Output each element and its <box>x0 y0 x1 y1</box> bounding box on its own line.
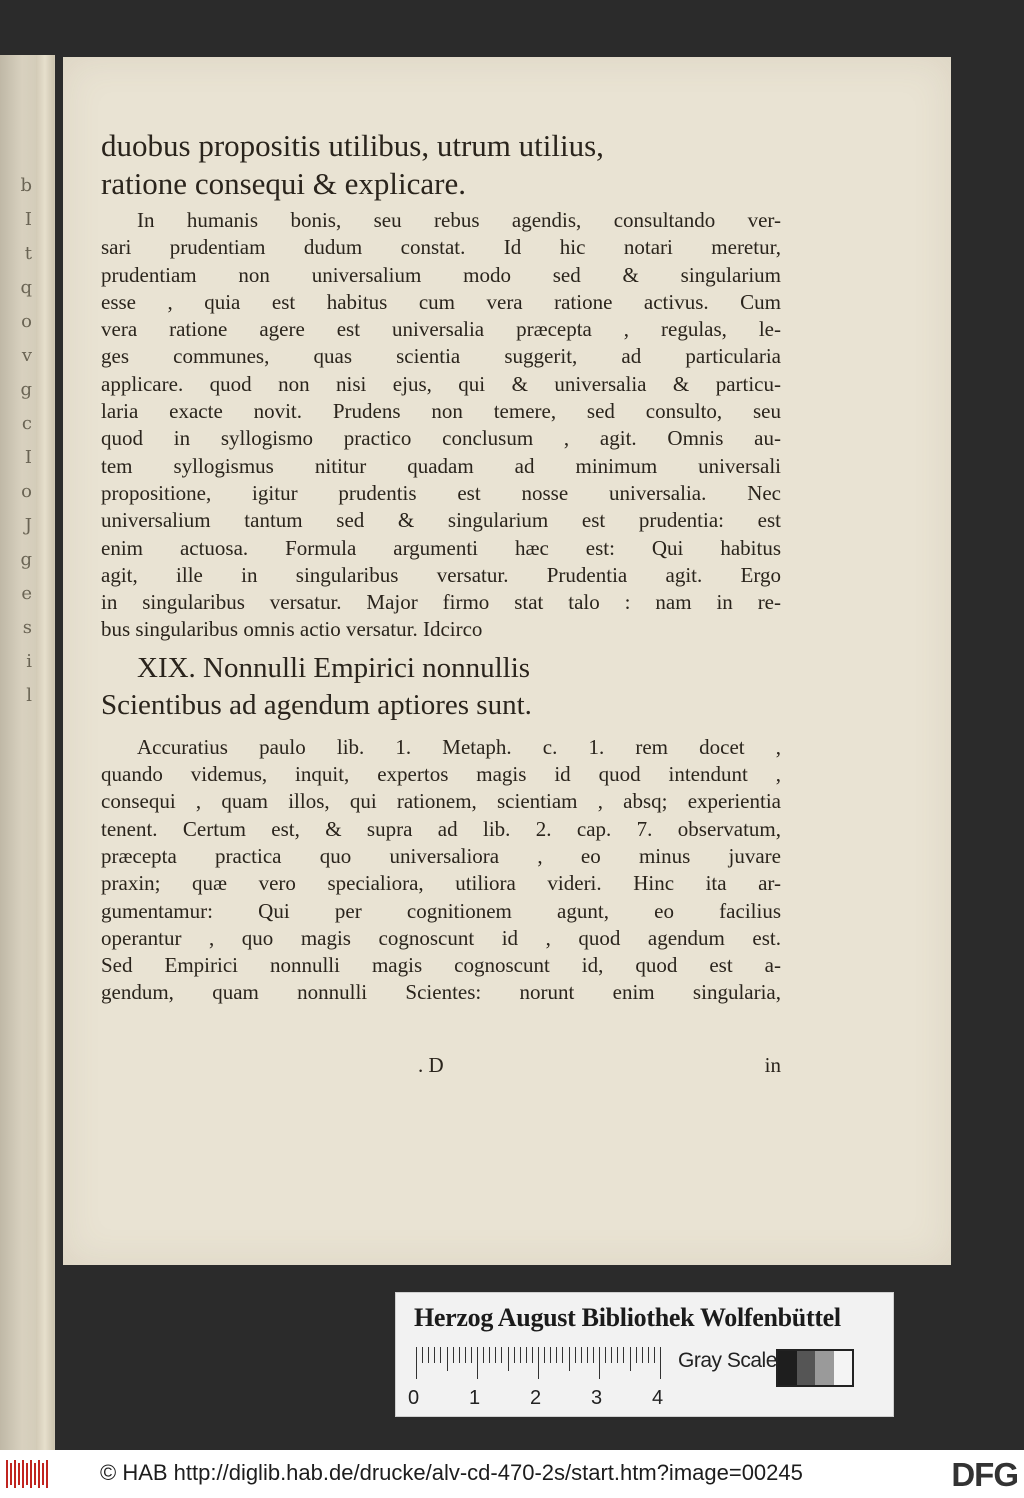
text-line: bus singularibus omnis actio versatur. Idcirco <box>101 617 483 642</box>
catchword: in <box>764 1053 781 1077</box>
footer-bar <box>0 1450 1024 1498</box>
margin-glyph: g <box>20 379 32 400</box>
logo-bar <box>42 1463 44 1485</box>
text-line: prudentiam non universalium modo sed & singularium <box>101 262 781 287</box>
section-heading-xix <box>101 650 781 724</box>
margin-glyph: I <box>24 447 32 468</box>
ruler-tick <box>593 1347 594 1363</box>
text-line: enim actuosa. Formula argumenti hæc est: Qui habitus <box>101 535 781 560</box>
text-line: ges communes, quas scientia suggerit, ad particularia <box>101 344 781 369</box>
ruler-tick <box>611 1347 612 1363</box>
gray-swatch <box>778 1351 797 1385</box>
ruler-number: 2 <box>530 1387 542 1409</box>
text-line: praxin; quæ vero specialiora, utiliora videri. Hinc ita ar- <box>101 871 781 896</box>
library-name: Herzog August Bibliothek Wolfenbüttel <box>414 1303 841 1332</box>
ruler-scale <box>416 1347 664 1379</box>
text-line: gendum, quam nonnulli Scientes: norunt enim singularia, <box>101 980 781 1005</box>
margin-glyph: c <box>21 413 32 434</box>
text-line: in singularibus versatur. Major firmo stat talo : nam in re- <box>101 590 781 615</box>
text-line: applicare. quod non nisi ejus, qui & universalia & particu- <box>101 371 781 396</box>
ruler-tick <box>526 1347 527 1363</box>
ruler-number: 4 <box>652 1387 664 1409</box>
ruler-tick <box>636 1347 637 1363</box>
logo-bar <box>14 1460 16 1488</box>
margin-glyph: o <box>21 311 32 332</box>
ruler-tick <box>434 1347 435 1363</box>
text-line: operantur , quo magis cognoscunt id , quod agendum est. <box>101 925 781 950</box>
ruler-tick <box>562 1347 563 1363</box>
logo-bar <box>22 1460 24 1488</box>
gray-swatch <box>815 1351 834 1385</box>
text-line: consequi , quam illos, qui rationem, scientiam , absq; experientia <box>101 789 781 814</box>
ruler-tick <box>495 1347 496 1363</box>
ruler-tick <box>538 1347 539 1379</box>
text-line: Sed Empirici nonnulli magis cognoscunt id, quod est a- <box>101 953 781 978</box>
text-line: gumentamur: Qui per cognitionem agunt, eo facilius <box>101 898 781 923</box>
margin-glyph: g <box>20 549 32 570</box>
margin-glyph: e <box>21 583 32 604</box>
margin-glyph: J <box>24 515 32 536</box>
text-line: vera ratione agere est universalia præcepta , regulas, le- <box>101 317 781 342</box>
ruler-tick <box>642 1347 643 1363</box>
paragraph-accuratius <box>101 734 781 1007</box>
ruler-number: 0 <box>408 1387 420 1409</box>
ruler-tick <box>422 1347 423 1363</box>
ruler-tick <box>459 1347 460 1363</box>
hab-logo-icon <box>6 1460 50 1488</box>
gray-swatch <box>834 1351 853 1385</box>
text-line: quando videmus, inquit, expertos magis id quod intendunt , <box>101 762 781 787</box>
ruler-tick <box>477 1347 478 1379</box>
ruler-tick <box>416 1347 417 1379</box>
ruler-tick <box>453 1347 454 1363</box>
margin-glyph: l <box>26 685 32 706</box>
text-line: propositione, igitur prudentis est nosse universalia. Nec <box>101 480 781 505</box>
ruler-tick <box>471 1347 472 1363</box>
margin-glyph: I <box>24 209 32 230</box>
logo-bar <box>38 1460 40 1488</box>
logo-bar <box>34 1463 36 1485</box>
margin-glyph: v <box>21 345 32 366</box>
logo-bar <box>10 1463 12 1485</box>
ruler-tick <box>556 1347 557 1363</box>
ruler-tick <box>550 1347 551 1363</box>
section-title-continuation <box>101 127 781 203</box>
paragraph-prudentia <box>101 207 781 644</box>
page-footer <box>101 1053 781 1085</box>
ruler-tick <box>569 1347 570 1371</box>
logo-bar <box>30 1460 32 1488</box>
binding-gutter <box>36 55 54 1450</box>
ruler-tick <box>544 1347 545 1363</box>
gray-swatch <box>797 1351 816 1385</box>
ruler-tick <box>587 1347 588 1363</box>
copyright-link[interactable]: © HAB http://diglib.hab.de/drucke/alv-cd-470-2s/start.htm?image=00245 <box>100 1460 803 1485</box>
margin-glyph: q <box>20 277 32 298</box>
logo-bar <box>18 1463 20 1485</box>
ruler-tick <box>630 1347 631 1371</box>
previous-page-margin-text <box>2 175 32 719</box>
margin-glyph: i <box>26 651 32 672</box>
page-text <box>101 127 781 1007</box>
text-line: præcepta practica quo universaliora , eo minus juvare <box>101 843 781 868</box>
ruler-numbers <box>408 1387 668 1409</box>
ruler-tick <box>605 1347 606 1363</box>
ruler-tick <box>599 1347 600 1379</box>
ruler-tick <box>623 1347 624 1363</box>
logo-bar <box>26 1463 28 1485</box>
text-line: In humanis bonis, seu rebus agendis, consultando ver- <box>137 208 781 232</box>
scanned-page <box>63 57 951 1265</box>
ruler-tick <box>654 1347 655 1363</box>
signature-mark: . D <box>418 1053 444 1077</box>
text-line: agit, ille in singularibus versatur. Prudentia agit. Ergo <box>101 562 781 587</box>
text-line: sari prudentiam dudum constat. Id hic notari meretur, <box>101 235 781 260</box>
ruler-number: 1 <box>469 1387 481 1409</box>
text-line: ratione consequi & explicare. <box>101 166 466 201</box>
ruler-tick <box>447 1347 448 1371</box>
previous-page-edge <box>0 55 55 1450</box>
library-color-target-label <box>395 1292 894 1417</box>
margin-glyph: o <box>21 481 32 502</box>
text-line: tenent. Certum est, & supra ad lib. 2. cap. 7. observatum, <box>101 816 781 841</box>
heading-line: XIX. Nonnulli Empirici nonnullis <box>137 651 531 684</box>
ruler-tick <box>465 1347 466 1363</box>
heading-line: Scientibus ad agendum aptiores sunt. <box>101 688 532 721</box>
gray-scale-swatches <box>776 1349 854 1387</box>
margin-glyph: s <box>22 617 32 638</box>
ruler-tick <box>501 1347 502 1363</box>
text-line: universalium tantum sed & singularium est prudentia: est <box>101 508 781 533</box>
text-line: duobus propositis utilibus, utrum utilius, <box>101 128 604 163</box>
logo-bar <box>6 1460 8 1488</box>
ruler-tick <box>428 1347 429 1363</box>
margin-glyph: t <box>24 243 32 264</box>
ruler-tick <box>514 1347 515 1363</box>
ruler-tick <box>440 1347 441 1363</box>
ruler-tick <box>617 1347 618 1363</box>
text-line: tem syllogismus nititur quadam ad minimum universali <box>101 453 781 478</box>
margin-glyph: b <box>20 175 32 196</box>
text-line: quod in syllogismo practico conclusum , agit. Omnis au- <box>101 426 781 451</box>
ruler-number: 3 <box>591 1387 603 1409</box>
ruler-tick <box>660 1347 661 1379</box>
text-line: laria exacte novit. Prudens non temere, sed consulto, seu <box>101 399 781 424</box>
gray-scale-label: Gray Scale <box>678 1349 777 1372</box>
ruler-tick <box>575 1347 576 1363</box>
ruler-tick <box>508 1347 509 1371</box>
ruler-tick <box>483 1347 484 1363</box>
logo-bar <box>46 1460 48 1488</box>
ruler-tick <box>648 1347 649 1363</box>
text-line: esse , quia est habitus cum vera ratione activus. Cum <box>101 289 781 314</box>
ruler-tick <box>532 1347 533 1363</box>
text-line: Accuratius paulo lib. 1. Metaph. c. 1. rem docet , <box>137 734 781 759</box>
ruler-tick <box>520 1347 521 1363</box>
dfg-logo: DFG <box>951 1456 1018 1493</box>
ruler-tick <box>489 1347 490 1363</box>
ruler-tick <box>581 1347 582 1363</box>
